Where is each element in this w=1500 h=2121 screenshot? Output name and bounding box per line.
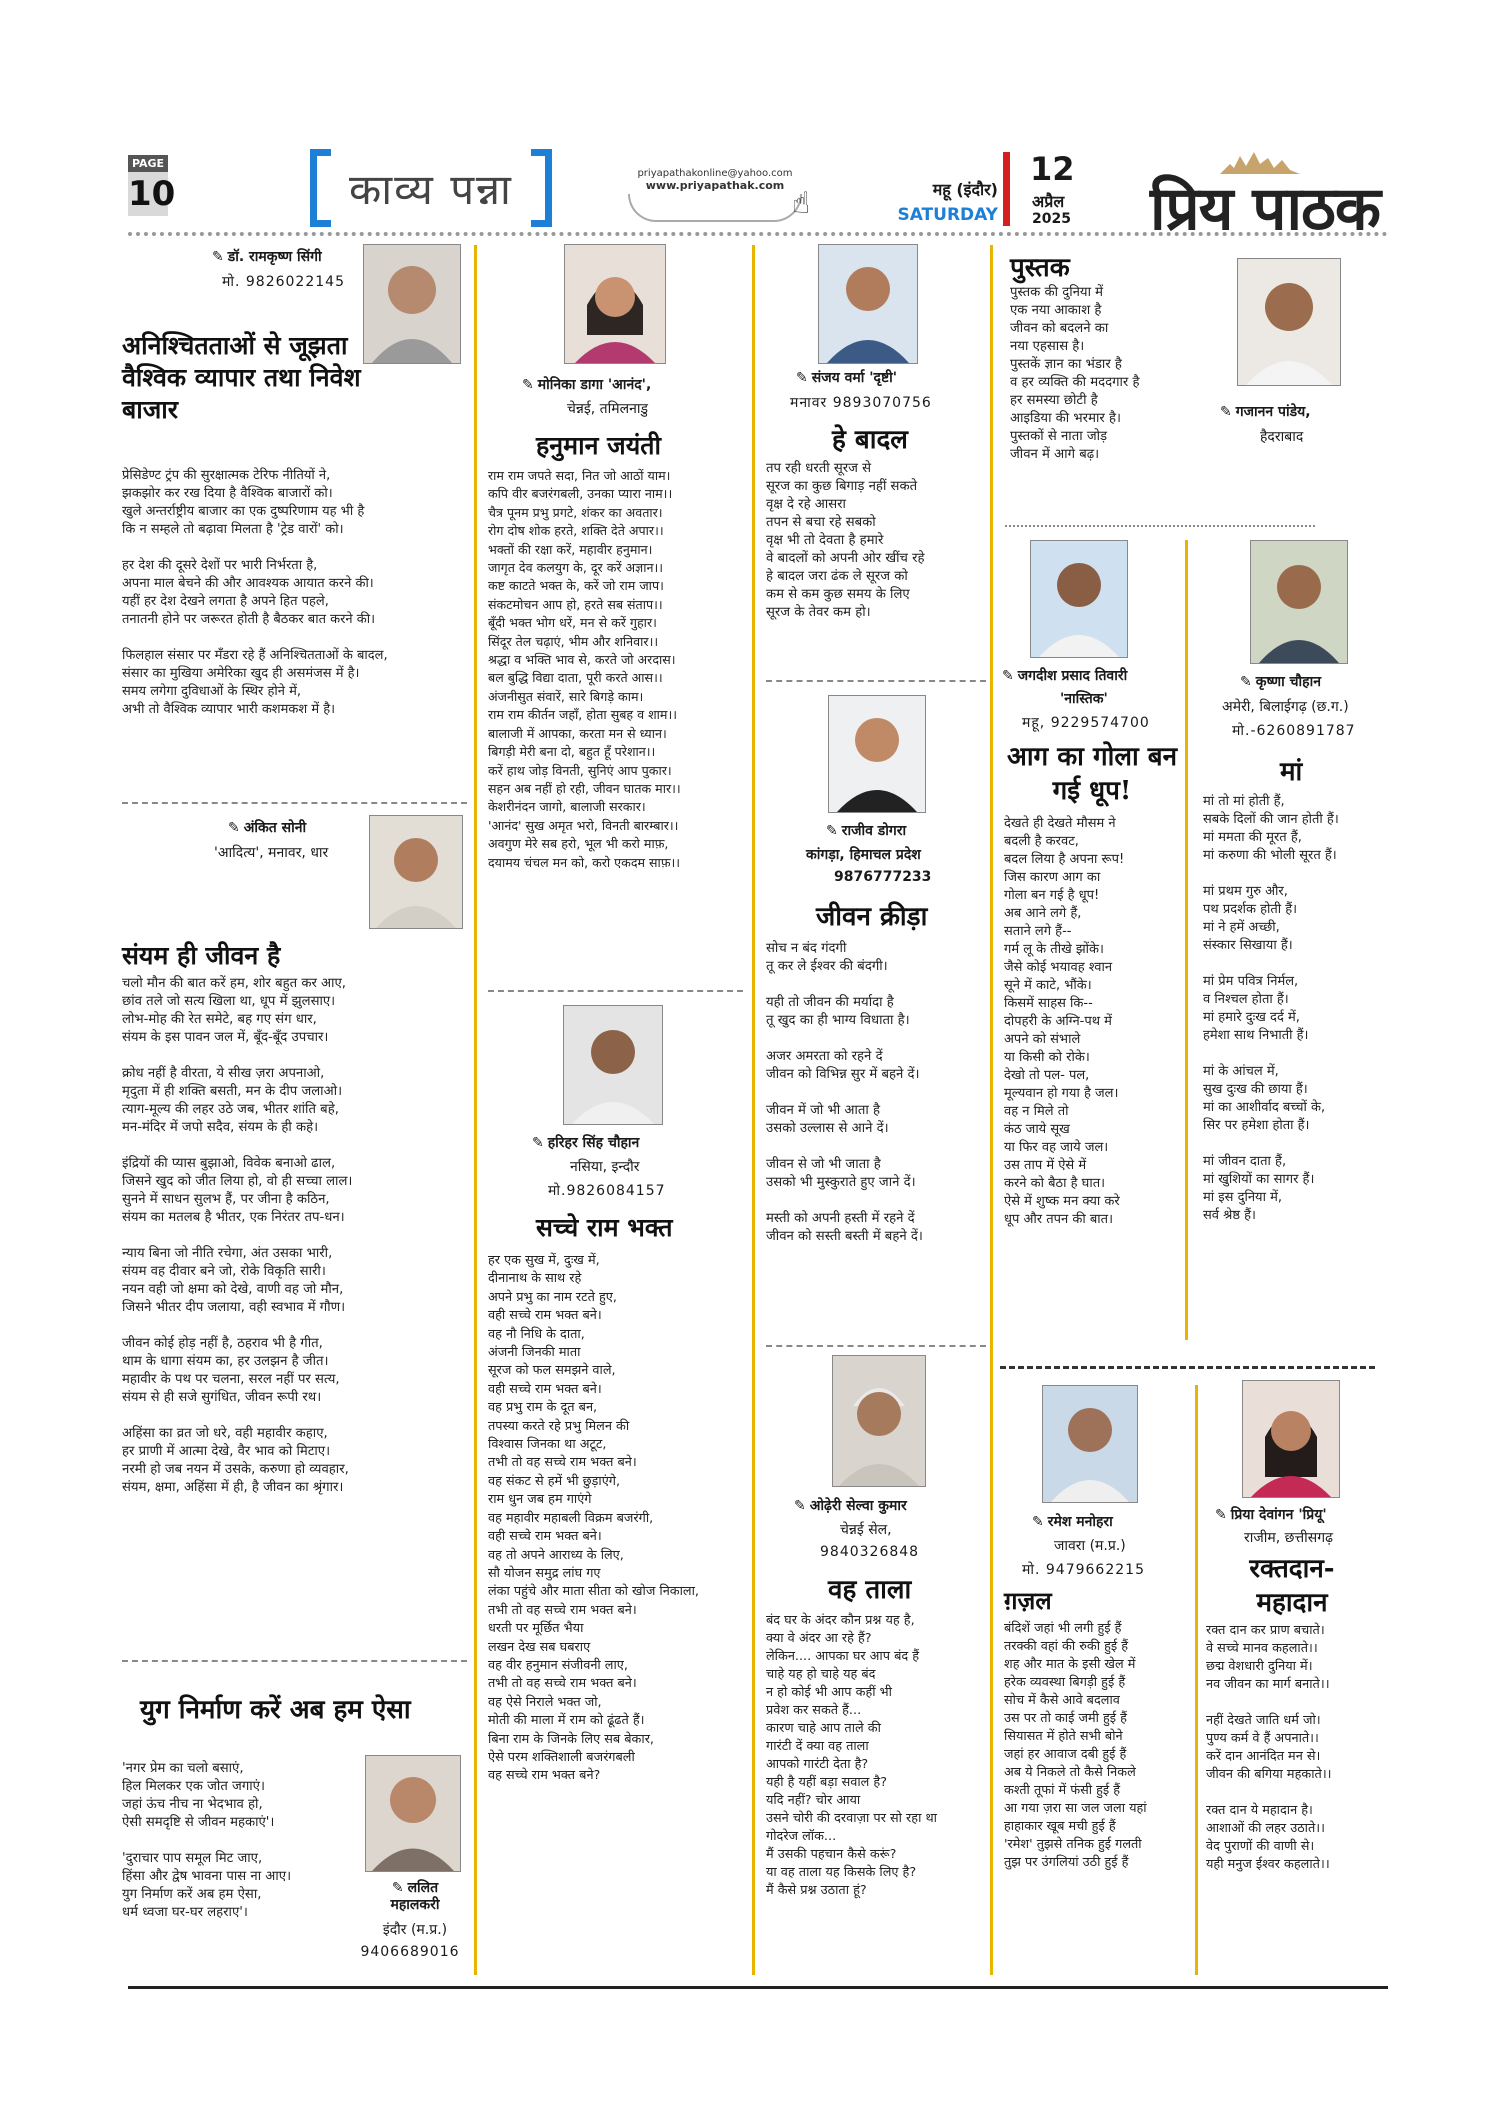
left-bracket <box>310 149 331 227</box>
poem-text: प्रेसिडेण्ट ट्रंप की सुरक्षात्मक टेरिफ नीतियों ने, झकझोर कर रख दिया है वैश्विक बाजारों को। खुले अन्तर्राष्ट्रीय बाजार का एक दुष्परिणाम यह भी है कि न सम्हले तो बढ़ावा मिलता है 'ट्रेड वारों' को। हर देश की दूसरे देशों पर भारी निर्भरता है, अपना माल बेचने की और आवश्यक आयात करने की। यहीं हर देश देखने लगता है अपने हित पहले, तनातनी होने पर जरूरत होती है बैठकर बात करने की। फिलहाल संसार पर मँडरा रहे हैं अनिश्चितताओं के बादल, संसार का मुखिया अमेरिका खुद ही असमंजस में है। समय लगेगा दुविधाओं के स्थिर होने में, अभी तो वैश्विक व्यापार भारी कशमकश में है। <box>122 468 388 717</box>
article-title: संयम ही जीवन है <box>122 941 281 970</box>
photo-odheri <box>832 1355 926 1487</box>
pen-icon: ✎ <box>228 820 240 836</box>
column-divider-5 <box>1195 1385 1198 1975</box>
date-year: 2025 <box>1032 211 1071 227</box>
author-place: हैदराबाद <box>1260 429 1304 445</box>
article-title: हनुमान जयंती <box>536 431 661 460</box>
poem-text: सोच न बंद गंदगी तू कर ले ईश्वर की बंदगी। यही तो जीवन की मर्यादा है तू खुद का ही भाग्य विधाता है। अजर अमरता को रहने दें जीवन को विभिन्न सुर में बहने दें। जीवन में जो भी आता है उसको उल्लास से आने दें। जीवन से जो भी जाता है उसको भी मुस्कुराते हुए जाने दें। मस्ती को अपनी हस्ती में रहने दें जीवन को सस्ती बस्ती में बहने दें। <box>766 941 923 1244</box>
date-divider <box>1003 152 1010 226</box>
contact-block <box>620 168 810 222</box>
author-monika: ✎ मोनिका डागा 'आनंद', <box>522 377 652 393</box>
poem-text: देखते ही देखते मौसम ने बदली है करवट, बदल लिया है अपना रूप! जिस कारण आग का गोला बन गई है धूप! अब आने लगे हैं, सताने लगे हैं-- गर्म लू के तीखे झोंके। जैसे कोई भयावह श्वान सूने में काटे, भौंके। किसमें साहस कि-- दोपहरी के अग्नि-पथ में अपने को संभाले या किसी को रोके। देखो तो पल- पल, मूल्यवान हो गया है जल। वह न मिले तो कंठ जाये सूख या फिर वह जाये जल। उस ताप में ऐसे में करने को बैठा है घात। ऐसे में शुष्क मन क्या करे धूप और तपन की बात। <box>1004 816 1125 1227</box>
photo-ramesh <box>1042 1385 1138 1503</box>
article-separator <box>488 990 743 992</box>
pen-icon: ✎ <box>1002 668 1014 684</box>
date-day: 12 <box>1030 150 1075 188</box>
photo-jagdish <box>1030 540 1128 658</box>
section-title <box>310 153 552 223</box>
article-title: सच्चे राम भक्त <box>536 1213 673 1242</box>
page-label: PAGE <box>128 155 168 172</box>
poem-text: हर एक सुख में, दुःख में, दीनानाथ के साथ रहे अपने प्रभु का नाम रटते हुए, वही सच्चे राम भक्त बने। वह नौ निधि के दाता, अंजनी जिनकी माता सूरज को फल समझने वाले, वही सच्चे राम भक्त बने। वह प्रभु राम के दूत बन, तपस्या करते रहे प्रभु मिलन की विश्वास जिनका था अटूट, तभी तो वह सच्चे राम भक्त बने। वह संकट से हमें भी छुड़ाएंगे, राम धुन जब हम गाएंगे वह महावीर महाबली विक्रम बजरंगी, वही सच्चे राम भक्त बने। वह तो अपने आराध्य के लिए, सौ योजन समुद्र लांघ गए लंका पहुंचे और माता सीता को खोज निकाला, तभी तो वह सच्चे राम भक्त बने। धरती पर मूर्छित भैया लखन देख सब घबराए वह वीर हनुमान संजीवनी लाए, तभी तो वह सच्चे राम भक्त बने। वह ऐसे निराले भक्त जो, मोती की माला में राम को ढूंढते हैं। बिना राम के जिनके लिए सब बेकार, ऐसे परम शक्तिशाली बजरंगबली वह सच्चे राम भक्त बने? <box>488 1253 699 1784</box>
pointing-hand-icon: ☝ <box>792 186 811 221</box>
author-place: अमेरी, बिलाईगढ़ (छ.ग.) <box>1222 699 1349 715</box>
column-divider-2 <box>752 245 755 1975</box>
author-place: जावरा (म.प्र.) <box>1054 1538 1126 1554</box>
article-title: हे बादल <box>832 425 908 455</box>
author-odheri: ✎ ओढ़ेरी सेल्वा कुमार <box>794 1498 907 1514</box>
section-title-text: काव्य पन्ना <box>349 164 513 214</box>
pen-icon: ✎ <box>1240 674 1252 690</box>
author-ramesh: ✎ रमेश मनोहरा <box>1032 1514 1113 1530</box>
article-separator <box>1005 525 1315 527</box>
pen-icon: ✎ <box>1220 404 1232 420</box>
poem-text: 'नगर प्रेम का चलो बसाएं, हिल मिलकर एक जोत जगाएं। जहां ऊंच नीच ना भेदभाव हो, ऐसी समदृष्टि से जीवन महकाएं'। 'दुराचार पाप समूल मिट जाए, हिंसा और द्वेष भावना पास ना आए। युग निर्माण करें अब हम ऐसा, धर्म ध्वजा घर-घर लहराए'। <box>122 1761 292 1920</box>
author-gajanan: ✎ गजानन पांडेय, <box>1220 404 1311 420</box>
article-separator <box>766 1345 986 1347</box>
edition-day: SATURDAY <box>897 205 998 225</box>
article-title: युग निर्माण करें अब हम ऐसा <box>140 1695 411 1725</box>
photo-krishna <box>1250 540 1348 664</box>
column-divider-4 <box>1185 540 1188 1340</box>
author-place: राजीम, छत्तीसगढ़ <box>1244 1530 1333 1546</box>
footer-rule <box>128 1986 1388 1989</box>
article-title: पुस्तक <box>1010 253 1070 283</box>
author-phone: 9406689016 <box>360 1944 460 1960</box>
right-bracket <box>531 149 552 227</box>
article-title: अनिश्चितताओं से जूझता वैश्विक व्यापार तथा निवेश बाजार <box>122 331 361 424</box>
article-title: मां <box>1280 757 1303 787</box>
page-number-box <box>128 155 176 216</box>
author-priya: ✎ प्रिया देवांगन 'प्रियू' <box>1215 1507 1327 1523</box>
poem-text: तप रही धरती सूरज से सूरज का कुछ बिगाड़ नहीं सकते वृक्ष दे रहे आसरा तपन से बचा रहे सबको वृक्ष भी तो देवता है हमारे वे बादलों को अपनी ओर खींच रहे हे बादल जरा ढंक ले सूरज को कम से कम कुछ समय के लिए सूरज के तेवर कम हो। <box>766 461 925 620</box>
pen-icon: ✎ <box>1032 1514 1044 1530</box>
pen-icon: ✎ <box>796 370 808 386</box>
author-nick: 'नास्तिक' <box>1060 691 1108 707</box>
author-rajeev: ✎ राजीव डोगरा <box>826 823 907 839</box>
author-phone: मो. 9826022145 <box>222 274 345 290</box>
author-phone: मो.-6260891787 <box>1232 723 1356 739</box>
article-separator <box>122 1660 467 1662</box>
author-harihar: ✎ हरिहर सिंह चौहान <box>532 1135 640 1151</box>
article-title: वह ताला <box>828 1575 912 1605</box>
photo-ankit <box>369 815 463 929</box>
author-krishna: ✎ कृष्णा चौहान <box>1240 674 1321 690</box>
poem-text: रक्त दान कर प्राण बचाते। वे सच्चे मानव कहलाते।। छद्म वेशधारी दुनिया में। नव जीवन का मार्ग बनाते।। नहीं देखते जाति धर्म जो। पुण्य कर्म वे हैं अपनाते।। करें दान आनंदित मन से। जीवन की बगिया महकाते।। रक्त दान ये महादान है। आशाओं की लहर उठाते।। वेद पुराणों की वाणी से। यही मनुज ईश्वर कहलाते।। <box>1206 1623 1332 1872</box>
photo-priya <box>1242 1380 1340 1498</box>
poem-text: चलो मौन की बात करें हम, शोर बहुत कर आए, छांव तले जो सत्य खिला था, धूप में झुलसाए। लोभ-मोह की रेत समेटे, बह गए संग धार, संयम के इस पावन जल में, बूँद-बूँद उपचार। क्रोध नहीं है वीरता, ये सीख ज़रा अपनाओ, मृदुता में ही शक्ति बसती, मन के दीप जलाओ। त्याग-मूल्य की लहर उठे जब, भीतर शांति बहे, मन-मंदिर में जपो सदैव, संयम के ही कहे। इंद्रियों की प्यास बुझाओ, विवेक बनाओ ढाल, जिसने खुद को जीत लिया हो, वो ही सच्चा लाल। सुनने में साधन सुलभ हैं, पर जीना है कठिन, संयम का मतलब है भीतर, एक निरंतर तप-धन। न्याय बिना जो नीति रचेगा, अंत उसका भारी, संयम वह दीवार बने जो, रोके विकृति सारी। नयन वही जो क्षमा को देखे, वाणी वह जो मौन, जिसने भीतर दीप जलाया, वही स्वभाव में गौण। जीवन कोई होड़ नहीं है, ठहराव भी है गीत, थाम के धागा संयम का, हर उलझन है जीत। महावीर के पथ पर चलना, सरल नहीं पर सत्य, संयम से ही सजे सुगंधित, जीवन रूपी रथ। अहिंसा का व्रत जो धरे, वही महावीर कहाए, हर प्राणी में आत्मा देखे, वैर भाव को मिटाए। नरमी हो जब नयन में उसके, करुणा हो व्यवहार, संयम, क्षमा, अहिंसा में ही, है जीवन का श्रृंगार। <box>122 976 353 1495</box>
author-place: चेन्नई सेल, <box>840 1522 892 1538</box>
article-separator <box>766 680 986 682</box>
pen-icon: ✎ <box>212 249 224 265</box>
contact-arc <box>628 194 802 222</box>
article-title: रक्तदान- महादान <box>1249 1554 1335 1618</box>
pen-icon: ✎ <box>532 1135 544 1151</box>
photo-lalit <box>365 1755 461 1872</box>
article-title: आग का गोला बन गई धूप! <box>1006 742 1178 806</box>
contact-website[interactable]: www.priyapathak.com <box>645 179 785 192</box>
pen-icon: ✎ <box>826 823 838 839</box>
page-number: 10 <box>128 174 176 214</box>
column-divider-3 <box>990 245 993 1975</box>
edition-place: महू (इंदौर) <box>932 180 998 199</box>
author-ankit: ✎ अंकित सोनी <box>228 820 307 836</box>
author-ramkrishna: ✎ डॉ. रामकृष्ण सिंगी <box>212 249 322 265</box>
header-dotted-rule <box>128 232 1388 236</box>
pen-icon: ✎ <box>794 1498 806 1514</box>
pen-icon: ✎ <box>1215 1507 1227 1523</box>
author-place: इंदौर (म.प्र.) <box>382 1922 448 1938</box>
photo-monika <box>564 244 666 364</box>
poem-text: बंद घर के अंदर कौन प्रश्न यह है, क्या वे अंदर आ रहे हैं? लेकिन.... आपका घर आप बंद हैं चाहे यह हो चाहे यह बंद न हो कोई भी आप कहीं भी प्रवेश कर सकते हैं... कारण चाहे आप ताले की गारंटी दें क्या वह ताला आपको गारंटी देता है? यही है यहीं बड़ा सवाल है? यदि नहीं? चोर आया उसने चोरी की दरवाज़ा पर सो रहा था गोदरेज लॉक... मैं उसकी पहचान कैसे करूं? या वह ताला यह किसके लिए है? मैं कैसे प्रश्न उठाता हूं? <box>766 1613 937 1898</box>
author-phone: महू, 9229574700 <box>1022 715 1150 731</box>
pen-icon: ✎ <box>391 1880 404 1896</box>
author-phone: मनावर 9893070756 <box>790 395 932 411</box>
poem-text: राम राम जपते सदा, नित जो आठों याम। कपि वीर बजरंगबली, उनका प्यारा नाम।। चैत्र पूनम प्रभु प्रगटे, शंकर का अवतार। रोग दोष शोक हरते, शक्ति देते अपार।। भक्तों की रक्षा करें, महावीर हनुमान। जागृत देव कलयुग के, दूर करें अज्ञान।। कष्ट काटते भक्त के, करें जो राम जाप। संकटमोचन आप हो, हरते सब संताप।। बूँदी भक्त भोग धरें, मन से करें गुहार। सिंदूर तेल चढ़ाएं, भीम और शनिवार।। श्रद्धा व भक्ति भाव से, करते जो अरदास। बल बुद्धि विद्या दाता, पूरी करते आस।। अंजनीसुत संवारें, सारे बिगड़े काम। राम राम कीर्तन जहाँ, होता सुबह व शाम।। बालाजी में आपका, करता मन से ध्यान। बिगड़ी मेरी बना दो, बहुत हूँ परेशान।। करें हाथ जोड़ विनती, सुनिएं आप पुकार। सहन अब नहीं हो रही, जीवन घातक मार।। केशरीनंदन जागो, बालाजी सरकार। 'आनंद' सुख अमृत भरो, विनती बारम्बार।। अवगुण मेरे सब हरो, भूल भी करो माफ़, दयामय चंचल मन को, करो एकदम साफ़।। <box>488 468 681 870</box>
article-separator <box>1000 1366 1375 1369</box>
column-divider-1 <box>474 245 477 1975</box>
author-phone: 9840326848 <box>820 1544 920 1560</box>
contact-email[interactable]: priyapathakonline@yahoo.com <box>637 168 793 179</box>
author-place: 'आदित्य', मनावर, धार <box>214 845 329 861</box>
author-phone: 9876777233 <box>834 869 932 885</box>
photo-sanjay <box>818 244 918 364</box>
author-sanjay: ✎ संजय वर्मा 'दृष्टी' <box>796 370 898 386</box>
newspaper-logo: प्रिय पाठक <box>1150 174 1380 244</box>
author-phone: मो. 9479662215 <box>1022 1562 1145 1578</box>
article-title: ग़ज़ल <box>1004 1586 1052 1615</box>
author-phone: मो.9826084157 <box>548 1183 666 1199</box>
poem-text: मां तो मां होती हैं, सबके दिलों की जान होती हैं। मां ममता की मूरत हैं, मां करुणा की भोली सूरत हैं। मां प्रथम गुरु और, पथ प्रदर्शक होती हैं। मां ने हमें अच्छी, संस्कार सिखाया हैं। मां प्रेम पवित्र निर्मल, व निश्चल होता हैं। मां हमारे दुःख दर्द में, हमेशा साथ निभाती हैं। मां के आंचल में, सुख दुःख की छाया हैं। मां का आशीर्वाद बच्चों के, सिर पर हमेशा होता हैं। मां जीवन दाता हैं, मां खुशियों का सागर हैं। मां इस दुनिया में, सर्व श्रेष्ठ हैं। <box>1203 794 1339 1223</box>
poem-text: बंदिशें जहां भी लगी हुई हैं तरक्की वहां की रुकी हुई हैं शह और मात के इसी खेल में हरेक व्यवस्था बिगड़ी हुई हैं सोच में कैसे आवे बदलाव उस पर तो काई जमी हुई हैं सियासत में होते सभी बोने जहां हर आवाज दबी हुई हैं अब ये निकले तो कैसे निकले कश्ती तूफां में फंसी हुई हैं आ गया ज़रा सा जल जला यहां हाहाकार खूब मची हुई हैं 'रमेश' तुझसे तनिक हुई गलती तुझ पर उंगलियां उठी हुई हैं <box>1004 1621 1147 1870</box>
photo-harihar <box>563 1005 663 1125</box>
photo-ramkrishna <box>363 244 461 364</box>
article-title: जीवन क्रीड़ा <box>816 902 928 932</box>
photo-rajeev <box>828 695 926 813</box>
author-jagdish: ✎ जगदीश प्रसाद तिवारी <box>1002 668 1128 684</box>
poem-text: पुस्तक की दुनिया में एक नया आकाश है जीवन को बदलने का नया एहसास है। पुस्तकें ज्ञान का भंडार है व हर व्यक्ति की मददगार है हर समस्या छोटी है आइडिया की भरमार है। पुस्तकों से नाता जोड़ जीवन में आगे बढ़। <box>1010 285 1140 462</box>
date-month: अप्रैल <box>1032 192 1065 211</box>
author-place: कांगड़ा, हिमाचल प्रदेश <box>806 847 921 863</box>
author-lalit: ✎ ललित महालकरी <box>390 1880 440 1913</box>
photo-gajanan <box>1237 258 1341 386</box>
author-place: चेन्नई, तमिलनाडु <box>567 401 649 417</box>
article-separator <box>122 802 467 804</box>
author-place: नसिया, इन्दौर <box>570 1159 640 1175</box>
pen-icon: ✎ <box>522 377 534 393</box>
